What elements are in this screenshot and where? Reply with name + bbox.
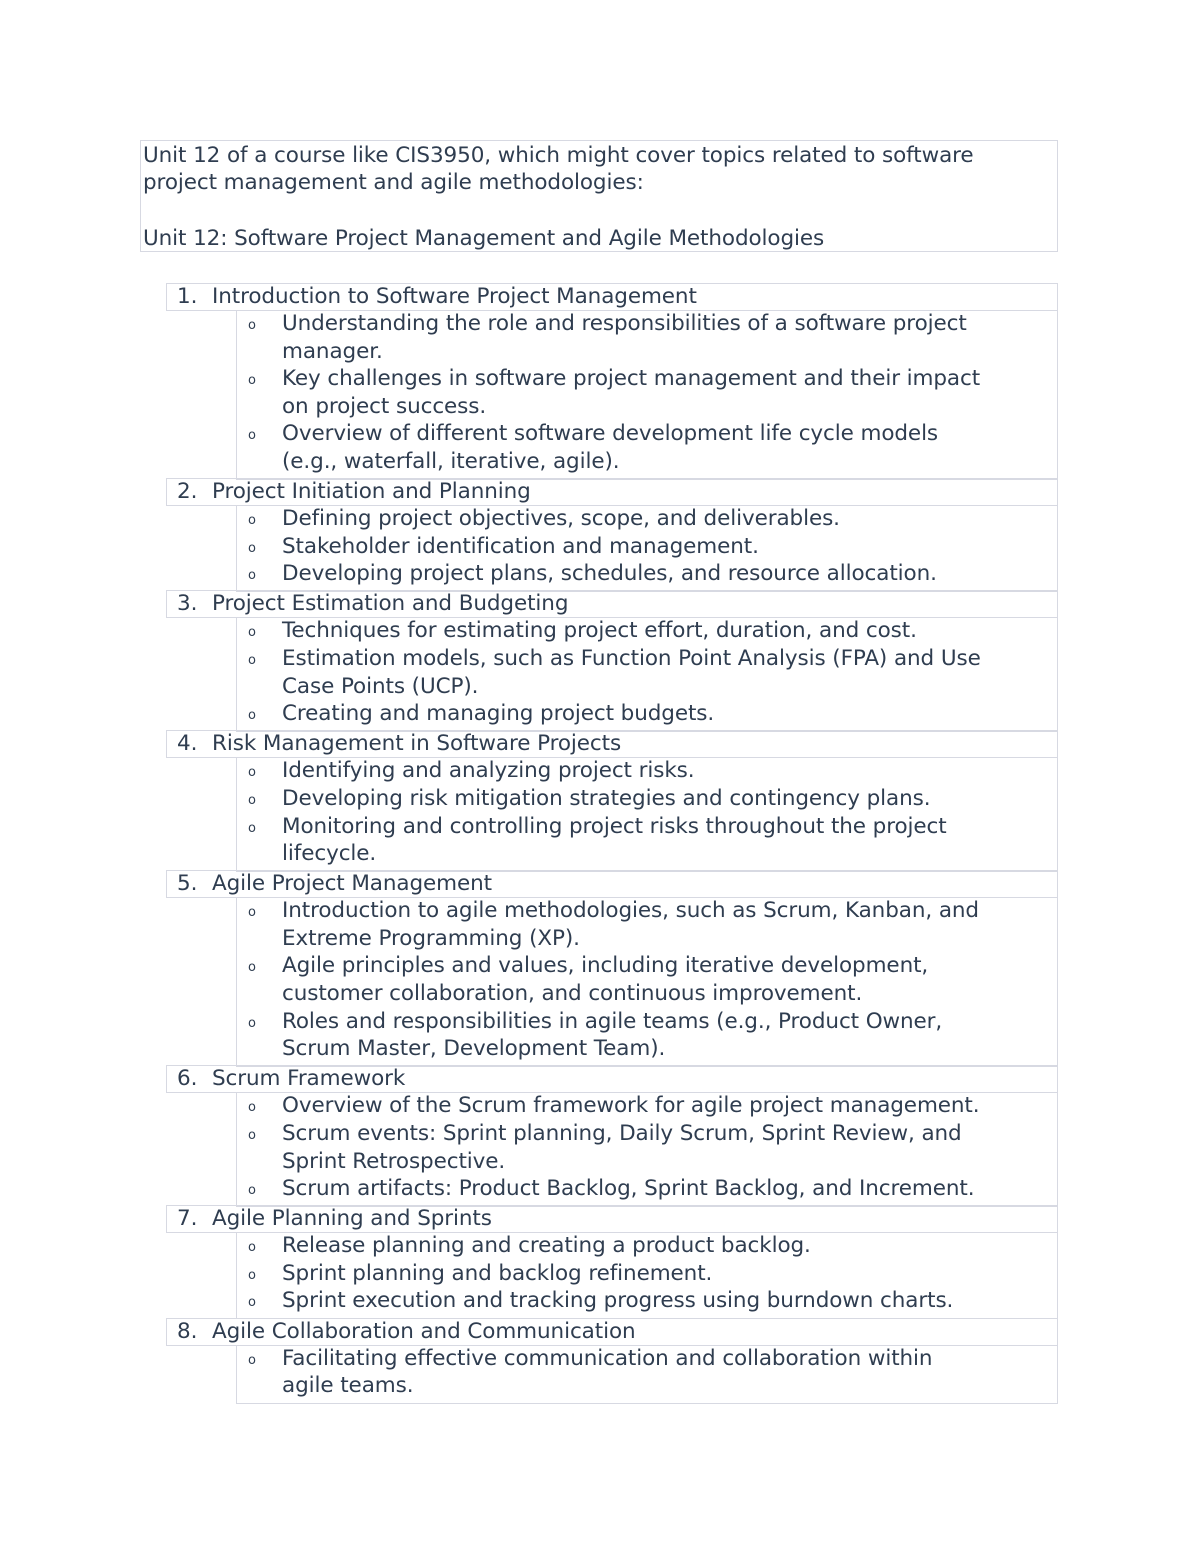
subtopic-box	[236, 1093, 1058, 1206]
section-title: Project Initiation and Planning	[212, 479, 531, 505]
list-item-text: Scrum artifacts: Product Backlog, Sprint Backlog, and Increment.	[282, 1176, 975, 1202]
subtopic-box	[236, 758, 1058, 871]
bullet-icon: o	[248, 1127, 256, 1143]
bullet-icon: o	[248, 540, 256, 556]
bullet-icon: o	[248, 905, 256, 921]
bullet-icon: o	[248, 568, 256, 584]
bullet-icon: o	[248, 708, 256, 724]
list-item-text: Overview of different software development life cycle models	[282, 421, 939, 447]
section-header	[166, 1318, 1058, 1346]
bullet-icon: o	[248, 1267, 256, 1283]
section-number: 3.	[177, 591, 198, 617]
list-item-text: Overview of the Scrum framework for agile project management.	[282, 1093, 980, 1119]
section-number: 1.	[177, 284, 198, 309]
section-number: 6.	[177, 1066, 198, 1092]
list-item-text: Case Points (UCP).	[282, 673, 479, 699]
section-title: Agile Collaboration and Communication	[212, 1318, 636, 1344]
intro-line-2: project management and agile methodologies:	[143, 170, 644, 195]
section-number: 7.	[177, 1206, 198, 1232]
list-item-text: Release planning and creating a product backlog.	[282, 1233, 811, 1259]
bullet-icon: o	[248, 428, 256, 444]
list-item-text: Extreme Programming (XP).	[282, 925, 580, 951]
intro-line-1: Unit 12 of a course like CIS3950, which might cover topics related to software	[143, 143, 974, 168]
list-item-text: Scrum Master, Development Team).	[282, 1036, 666, 1062]
bullet-icon: o	[248, 513, 256, 529]
section-header	[166, 1205, 1058, 1233]
bullet-icon: o	[248, 1100, 256, 1116]
section-title: Scrum Framework	[212, 1066, 406, 1092]
bullet-icon: o	[248, 792, 256, 808]
list-item-text: Creating and managing project budgets.	[282, 701, 715, 727]
section-title: Agile Project Management	[212, 871, 492, 897]
section-header	[166, 283, 1058, 311]
list-item-text: (e.g., waterfall, iterative, agile).	[282, 449, 620, 474]
list-item-text: Facilitating effective communication and collaboration within	[282, 1345, 933, 1371]
section-title: Introduction to Software Project Management	[212, 284, 697, 309]
subtopic-box	[236, 506, 1058, 592]
list-item-text: Agile principles and values, including iterative development,	[282, 953, 929, 979]
subtopic-box	[236, 1233, 1058, 1319]
list-item-text: Roles and responsibilities in agile teams (e.g., Product Owner,	[282, 1008, 943, 1034]
list-item-text: Sprint Retrospective.	[282, 1148, 506, 1174]
section-header	[166, 590, 1058, 618]
list-item-text: Scrum events: Sprint planning, Daily Scrum, Sprint Review, and	[282, 1120, 962, 1146]
section-number: 8.	[177, 1318, 198, 1344]
bullet-icon: o	[248, 653, 256, 668]
list-item-text: Sprint planning and backlog refinement.	[282, 1260, 713, 1286]
list-item-text: Developing risk mitigation strategies and contingency plans.	[282, 785, 931, 811]
bullet-icon: o	[248, 318, 256, 333]
bullet-icon: o	[248, 1352, 256, 1368]
list-item-text: Stakeholder identification and management.	[282, 533, 759, 559]
list-item-text: Identifying and analyzing project risks.	[282, 758, 695, 784]
list-item-text: Estimation models, such as Function Point Analysis (FPA) and Use	[282, 646, 981, 671]
section-number: 4.	[177, 731, 198, 757]
list-item-text: Sprint execution and tracking progress using burndown charts.	[282, 1288, 954, 1314]
list-item-text: agile teams.	[282, 1373, 414, 1399]
bullet-icon: o	[248, 1240, 256, 1256]
section-number: 5.	[177, 871, 198, 897]
list-item-text: Monitoring and controlling project risks throughout the project	[282, 813, 947, 839]
bullet-icon: o	[248, 625, 256, 641]
unit-title: Unit 12: Software Project Management and Agile Methodologies	[143, 226, 825, 251]
section-number: 2.	[177, 479, 198, 505]
subtopic-box	[236, 1346, 1058, 1404]
bullet-icon: o	[248, 1183, 256, 1199]
list-item-text: Developing project plans, schedules, and resource allocation.	[282, 561, 937, 587]
list-item-text: customer collaboration, and continuous improvement.	[282, 981, 863, 1006]
list-item-text: Defining project objectives, scope, and deliverables.	[282, 506, 840, 532]
list-item-text: lifecycle.	[282, 841, 377, 867]
list-item-text: Understanding the role and responsibilities of a software project	[282, 311, 967, 336]
list-item-text: on project success.	[282, 393, 487, 419]
list-item-text: Key challenges in software project management and their impact	[282, 366, 981, 392]
subtopic-box	[236, 898, 1058, 1067]
bullet-icon: o	[248, 820, 256, 836]
bullet-icon: o	[248, 1295, 256, 1311]
section-header	[166, 870, 1058, 898]
section-header	[166, 478, 1058, 506]
bullet-icon: o	[248, 765, 256, 781]
section-title: Risk Management in Software Projects	[212, 731, 622, 757]
section-header	[166, 730, 1058, 758]
subtopic-box	[236, 618, 1058, 731]
list-item-text: Techniques for estimating project effort, duration, and cost.	[282, 618, 917, 644]
bullet-icon: o	[248, 373, 256, 389]
list-item-text: manager.	[282, 338, 383, 364]
subtopic-box	[236, 311, 1058, 480]
bullet-icon: o	[248, 1015, 256, 1031]
section-title: Agile Planning and Sprints	[212, 1206, 492, 1232]
section-title: Project Estimation and Budgeting	[212, 591, 569, 617]
bullet-icon: o	[248, 960, 256, 976]
section-header	[166, 1065, 1058, 1093]
list-item-text: Introduction to agile methodologies, such as Scrum, Kanban, and	[282, 898, 979, 924]
